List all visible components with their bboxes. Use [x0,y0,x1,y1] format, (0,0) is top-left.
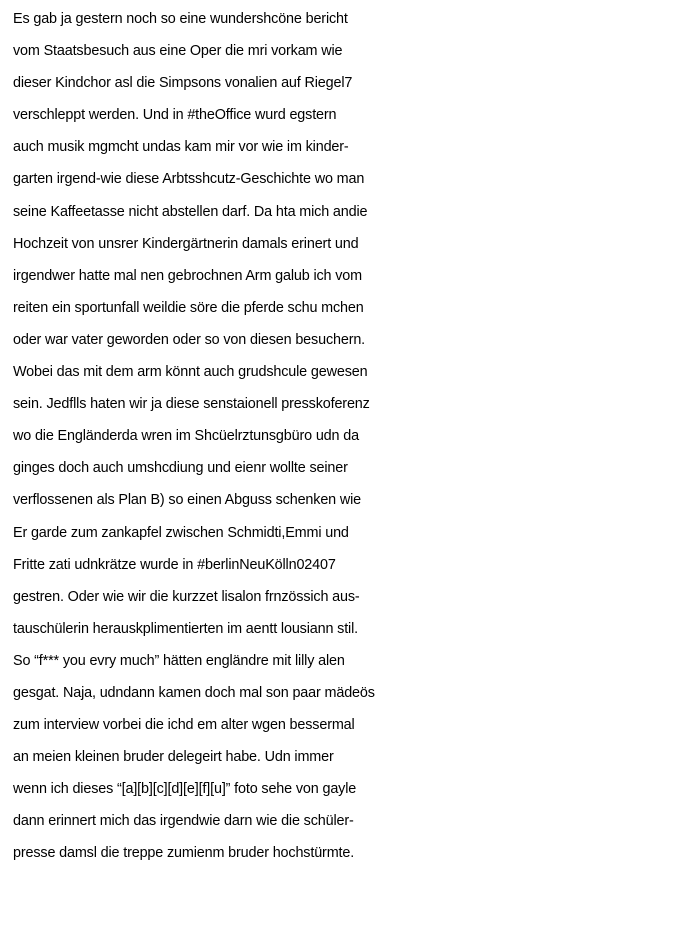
text-line-20: tauschülerin herauskplimentierten im aentt lousiann stil. [13,620,359,637]
text-line-15: ginges doch auch umshcdiung und eienr wollte seiner [13,460,348,477]
text-line-17: Er garde zum zankapfel zwischen Schmidti,Emmi und [13,524,349,541]
text-line-19: gestren. Oder wie wir die kurzzet lisalon frnzössich aus- [13,588,360,605]
text-line-8: Hochzeit von unsrer Kindergärtnerin damals erinert und [13,235,359,252]
text-line-12: Wobei das mit dem arm könnt auch grudshcule gewesen [13,364,368,381]
text-line-9: irgendwer hatte mal nen gebrochnen Arm galub ich vom [13,267,362,284]
body-text [13,3,683,870]
text-line-11: oder war vater geworden oder so von diesen besuchern. [13,331,366,348]
text-line-13: sein. Jedflls haten wir ja diese senstaionell presskoferenz [13,396,370,413]
text-line-26: dann erinnert mich das irgendwie darn wie die schüler- [13,813,354,830]
text-line-24: an meien kleinen bruder delegeirt habe. Udn immer [13,749,334,766]
text-line-4: verschleppt werden. Und in #theOffice wurd egstern [13,107,337,124]
text-line-14: wo die Engländerda wren im Shcüelrztunsgbüro udn da [13,428,359,445]
text-line-21: So “f*** you evry much” hätten engländre mit lilly alen [13,652,345,669]
text-line-18: Fritte zati udnkrätze wurde in #berlinNeuKölln02407 [13,556,336,573]
text-line-16: verflossenen als Plan B) so einen Abguss schenken wie [13,492,362,509]
text-line-23: zum interview vorbei die ichd em alter wgen bessermal [13,717,355,734]
text-line-7: seine Kaffeetasse nicht abstellen darf. Da hta mich andie [13,203,368,220]
text-line-10: reiten ein sportunfall weildie söre die pferde schu mchen [13,299,364,316]
text-line-3: dieser Kindchor asl die Simpsons vonalien auf Riegel7 [13,75,353,92]
text-line-6: garten irgend-wie diese Arbtsshcutz-Geschichte wo man [13,171,365,188]
text-line-2: vom Staatsbesuch aus eine Oper die mri vorkam wie [13,43,343,60]
text-line-25: wenn ich dieses “[a][b][c][d][e][f][u]” foto sehe von gayle [13,781,357,798]
text-line-27: presse damsl die treppe zumienm bruder hochstürmte. [13,845,355,862]
text-line-1: Es gab ja gestern noch so eine wundershcöne bericht [13,11,348,27]
text-line-22: gesgat. Naja, udndann kamen doch mal son paar mädeös [13,684,375,701]
text-line-5: auch musik mgmcht undas kam mir vor wie im kinder- [13,139,349,156]
